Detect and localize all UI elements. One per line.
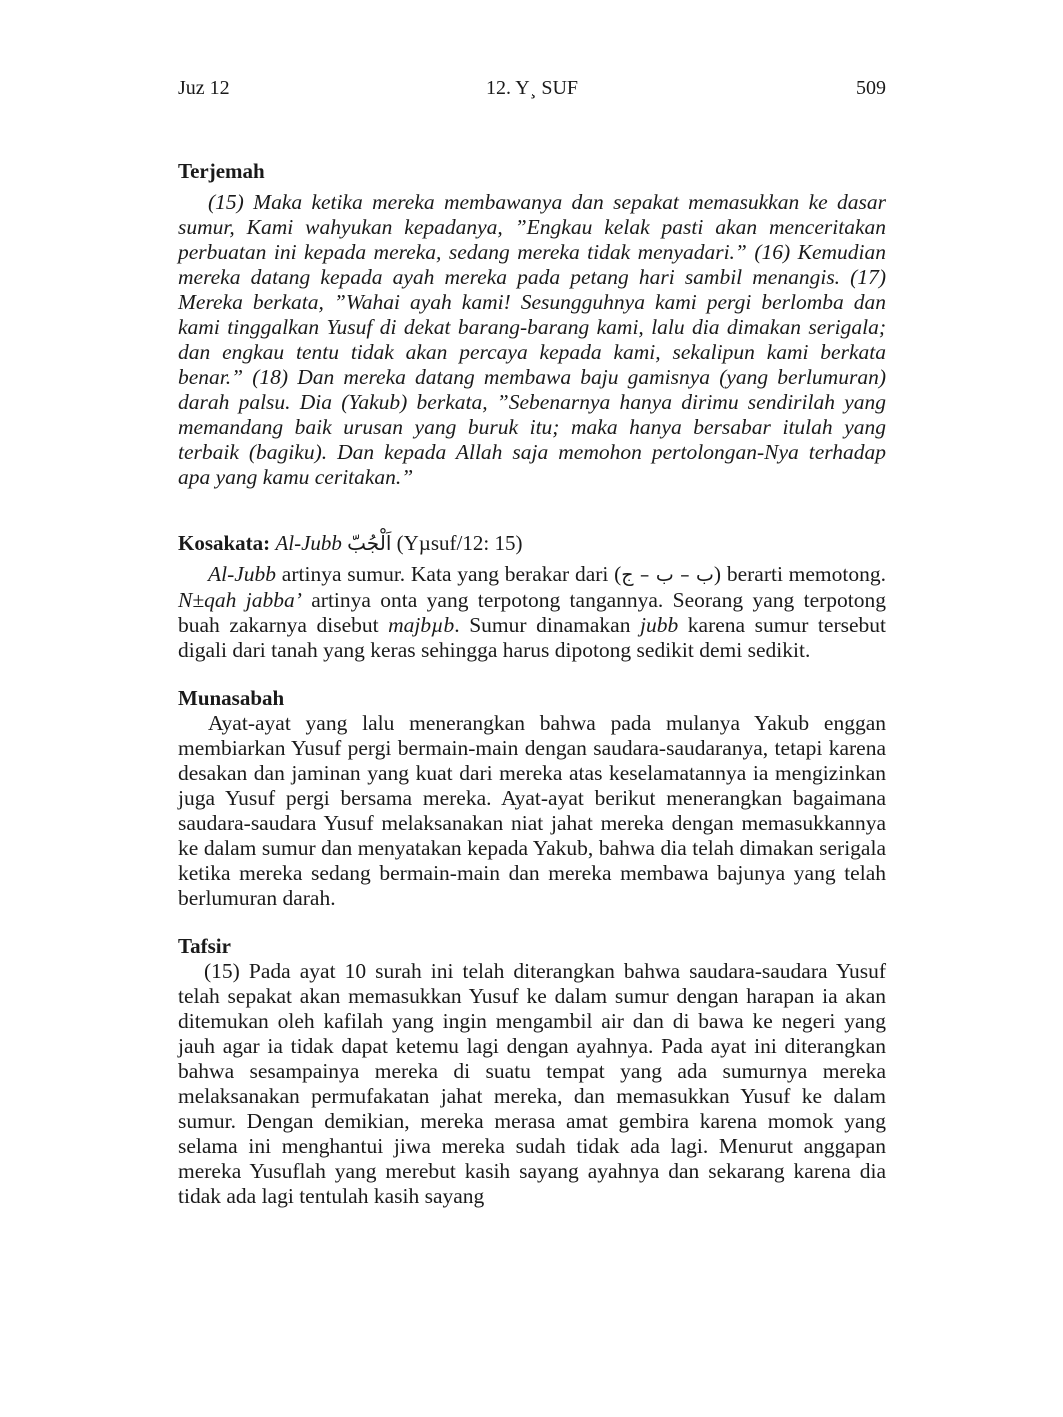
kosakata-reference: (Yµsuf/12: 15) — [396, 531, 523, 555]
terjemah-heading: Terjemah — [178, 159, 265, 183]
munasabah-body: Ayat-ayat yang lalu menerangkan bahwa pada mulanya Yakub enggan membiarkan Yusuf pergi bermain-main dengan saudara-saudaranya, tetapi karena desakan dan jaminan yang kuat dari mereka atas keselamatannya ia mengizinkan juga Yusuf pergi bersama mereka. Ayat-ayat berikut menerangkan bagaimana saudara-saudara Yusuf melaksanakan niat jahat mereka dengan memasukkannya ke dalam sumur dan menyatakan kepada Yakub, bahwa dia telah dimakan serigala ketika mereka sedang bermain-main dan mereka membawa bajunya yang telah berlumuran darah. — [178, 711, 886, 910]
kosakata-body — [178, 562, 886, 663]
terjemah-body: (15) Maka ketika mereka membawanya dan sepakat memasukkan ke dasar sumur, Kami wahyukan kepadanya, ”Engkau kelak pasti akan menceritakan perbuatan ini kepada mereka, sedang mereka tidak menyadari.” (16) Kemudian mereka datang kepada ayah mereka pada petang hari sambil menangis. (17) Mereka berkata, ”Wahai ayah kami! Sesungguhnya kami pergi berlomba dan kami tinggalkan Yusuf di dekat barang-barang kami, lalu dia dimakan serigala; dan engkau tentu tidak akan percaya kepada kami, sekalipun kami berkata benar.” (18) Dan mereka datang membawa baju gamisnya (yang berlumuran) darah palsu. Dia (Yakub) berkata, ”Sebenarnya hanya dirimu sendirilah yang memandang baik urusan yang buruk itu; maka hanya bersabar itulah yang terbaik (bagiku). Dan kepada Allah saja memohon pertolongan-Nya terhadap apa yang kamu ceritakan.” — [178, 190, 886, 489]
munasabah-heading: Munasabah — [178, 686, 285, 710]
page — [178, 74, 886, 1209]
header-juz: Juz 12 — [178, 77, 230, 99]
kosakata-root-letters: ب – ب – ج — [621, 564, 714, 586]
kosakata-body-part1: artinya sumur. Kata yang berakar dari ( — [276, 562, 622, 586]
kosakata-word-jubb: jubb — [640, 613, 679, 637]
kosakata-word-majbub: majbµb — [388, 613, 455, 637]
kosakata-term: Al-Jubb — [275, 531, 342, 555]
tafsir-heading: Tafsir — [178, 934, 231, 958]
kosakata-phrase: N±qah jabba’ — [178, 588, 302, 612]
kosakata-heading — [178, 530, 886, 556]
tafsir-body: (15) Pada ayat 10 surah ini telah diterangkan bahwa saudara-saudara Yusuf telah sepakat akan memasukkan Yusuf ke dalam sumur dengan harapan ia akan ditemukan oleh kafilah yang ingin mengambil air dan di bawa ke negeri yang jauh agar ia tidak dapat ketemu lagi dengan ayahnya. Pada ayat ini diterangkan bahwa sesampainya mereka di suatu tempat yang ada sumurnya mereka melaksanakan permufakatan jahat mereka, dan memasukkan Yusuf ke dalam sumur. Dengan demikian, mereka merasa amat gembira karena momok yang selama ini menghantui jiwa mereka sudah tidak ada lagi. Menurut anggapan mereka Yusuflah yang merebut kasih sayang ayahnya dan sekarang karena dia tidak ada lagi tentulah kasih sayang — [178, 959, 886, 1208]
kosakata-label: Kosakata: — [178, 531, 271, 555]
running-header — [178, 74, 886, 102]
kosakata-body-part4: . Sumur dinamakan — [454, 613, 640, 637]
kosakata-arabic-term: اَلْجُبّ — [347, 531, 392, 555]
kosakata-body-part5: karena sumur tersebut digali dari tanah yang keras sehingga harus dipotong sedikit demi sedikit. — [178, 613, 886, 662]
kosakata-body-part2: ) berarti memotong. — [713, 562, 886, 586]
kosakata-body-part3: artinya onta yang terpotong tangannya. Seorang yang terpotong buah zakarnya disebut — [178, 588, 886, 637]
header-surah: 12. Y¸ SUF — [485, 77, 579, 99]
header-page-number: 509 — [856, 77, 886, 99]
kosakata-body-term: Al-Jubb — [208, 562, 277, 586]
